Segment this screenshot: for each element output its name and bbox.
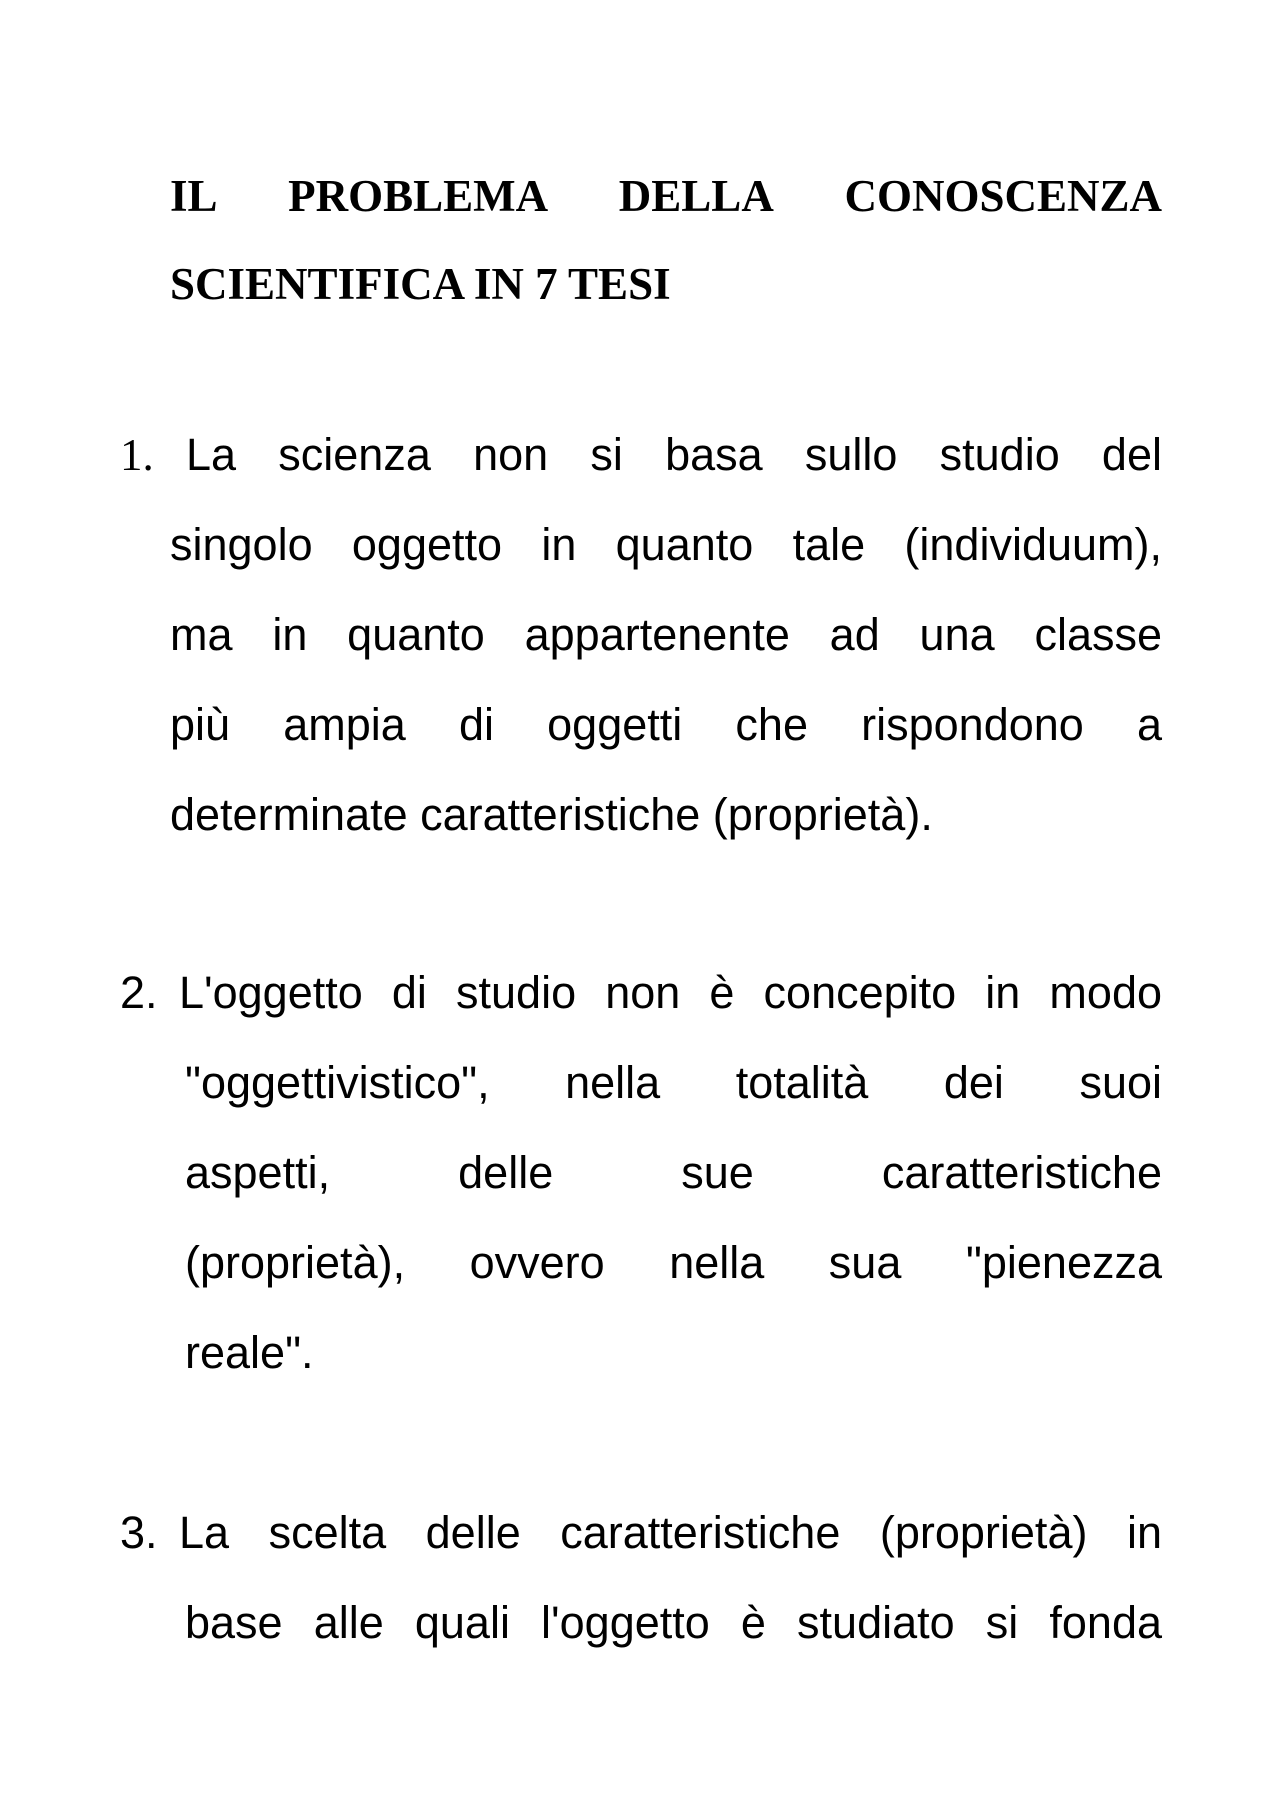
thesis-line: (proprietà), ovvero nella sua "pienezza [185, 1237, 1162, 1288]
document-title [170, 152, 1162, 328]
thesis-number: 3. [120, 1507, 158, 1558]
thesis-line: La scienza non si basa sullo studio del [186, 429, 1162, 480]
thesis-line: determinate caratteristiche (proprietà). [170, 789, 933, 840]
thesis-item-2 [120, 948, 1162, 1398]
thesis-line: "oggettivistico", nella totalità dei suoi [185, 1057, 1162, 1108]
thesis-line: La scelta delle caratteristiche (proprietà) in [179, 1507, 1162, 1558]
thesis-number: 2. [120, 967, 158, 1018]
title-line: IL PROBLEMA DELLA CONOSCENZA [170, 171, 1162, 221]
thesis-line: aspetti, delle sue caratteristiche [185, 1147, 1162, 1198]
title-line: SCIENTIFICA IN 7 TESI [170, 259, 671, 309]
thesis-item-3 [120, 1488, 1162, 1668]
thesis-number: 1. [120, 430, 154, 480]
thesis-line: base alle quali l'oggetto è studiato si fonda [185, 1597, 1162, 1648]
thesis-line: reale". [185, 1327, 314, 1378]
thesis-line: ma in quanto appartenente ad una classe [170, 609, 1162, 660]
thesis-line: più ampia di oggetti che rispondono a [170, 699, 1162, 750]
thesis-line: singolo oggetto in quanto tale (individuum), [170, 519, 1162, 570]
thesis-line: L'oggetto di studio non è concepito in modo [179, 967, 1162, 1018]
thesis-item-1 [120, 410, 1162, 860]
